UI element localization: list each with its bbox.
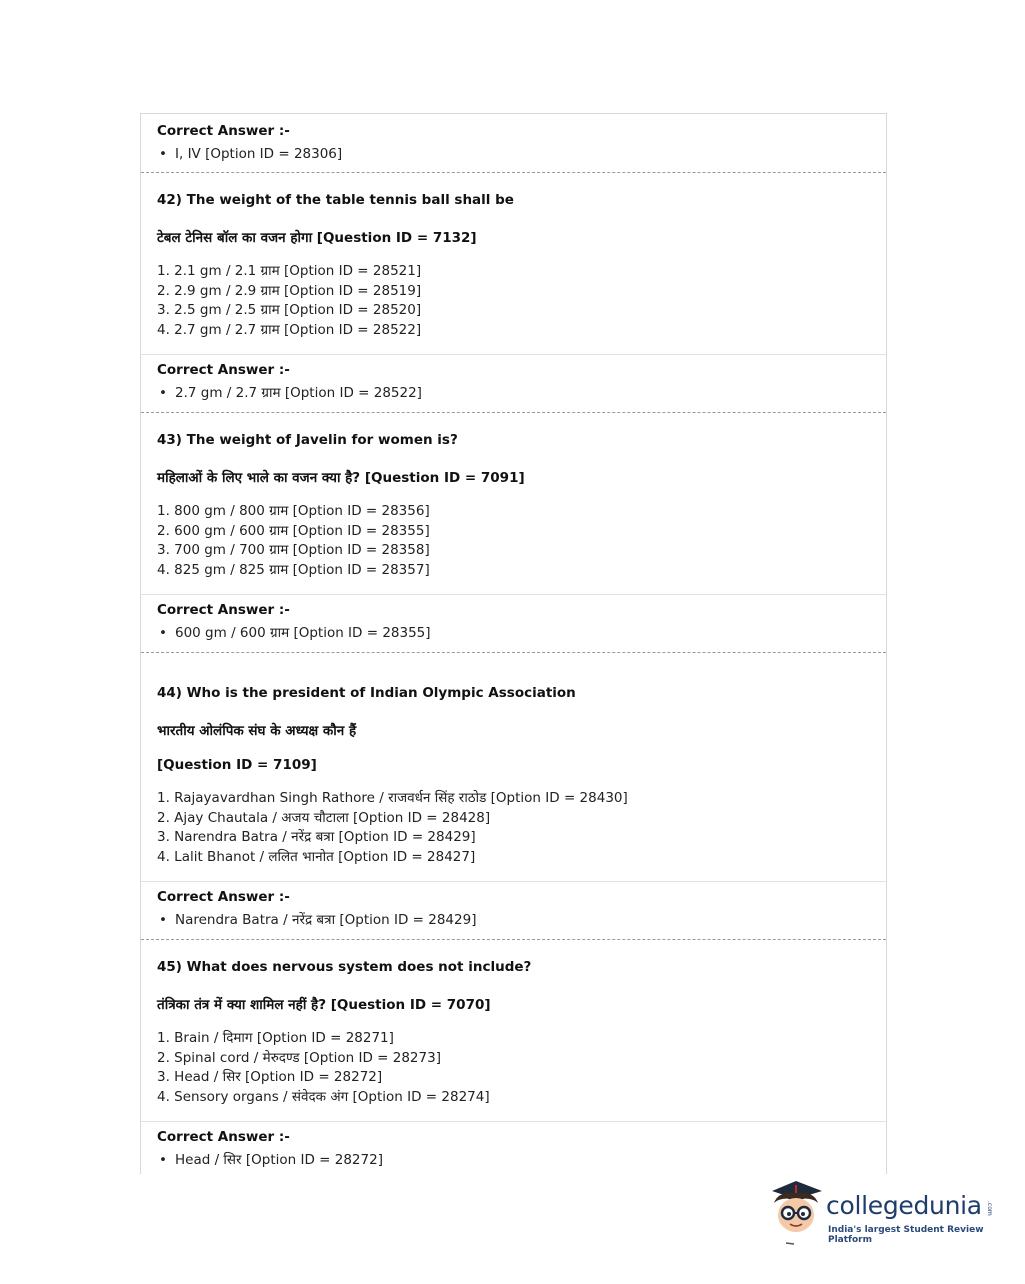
answer-heading: Correct Answer :-: [157, 1129, 290, 1145]
bullet: •: [159, 625, 167, 641]
option-item: 3. 700 gm / 700 ग्राम [Option ID = 28358]: [157, 542, 430, 558]
options-list: [157, 789, 886, 867]
option-item: 2. Ajay Chautala / अजय चौटाला [Option ID = 28428]: [157, 809, 491, 826]
answer-text: 600 gm / 600 ग्राम [Option ID = 28355]: [175, 625, 431, 641]
answer-heading: Correct Answer :-: [157, 362, 290, 378]
collegedunia-logo[interactable]: [768, 1177, 998, 1247]
question-separator: [141, 412, 886, 413]
answer-item: [157, 384, 886, 402]
option-item: 3. 2.5 gm / 2.5 ग्राम [Option ID = 28520]: [157, 302, 422, 318]
bullet: •: [159, 912, 167, 928]
answer-block-42: [141, 361, 886, 402]
question-hindi: टेबल टेनिस बॉल का वजन होगा [Question ID = 7132]: [157, 230, 477, 246]
answer-block-43: [141, 601, 886, 642]
question-hindi: भारतीय ओलंपिक संघ के अध्यक्ष कौन हैं: [157, 723, 357, 739]
mascot-icon: [768, 1177, 826, 1247]
answer-divider: [141, 1121, 886, 1122]
answer-heading: Correct Answer :-: [157, 889, 290, 905]
option-item: 2. 600 gm / 600 ग्राम [Option ID = 28355]: [157, 522, 430, 539]
document-frame: [140, 113, 887, 1174]
answer-item: [157, 1151, 886, 1169]
option-item: 1. Brain / दिमाग [Option ID = 28271]: [157, 1030, 394, 1046]
question-id: [Question ID = 7109]: [157, 757, 317, 773]
answer-divider: [141, 594, 886, 595]
answer-item: [157, 145, 886, 163]
answer-text: 2.7 gm / 2.7 ग्राम [Option ID = 28522]: [175, 385, 422, 401]
option-item: 4. Sensory organs / संवेदक अंग [Option ID = 28274]: [157, 1088, 490, 1105]
answer-block-41: [141, 122, 886, 163]
answer-text: Head / सिर [Option ID = 28272]: [175, 1152, 383, 1168]
brand-name: collegedunia: [826, 1191, 982, 1220]
question-separator: [141, 172, 886, 173]
bullet: •: [159, 385, 167, 401]
question-block-42: [141, 191, 886, 340]
bullet: •: [159, 146, 167, 162]
question-hindi: तंत्रिका तंत्र में क्या शामिल नहीं है? [Question ID = 7070]: [157, 997, 491, 1013]
question-separator: [141, 939, 886, 940]
question-title: 43) The weight of Javelin for women is?: [157, 432, 458, 448]
answer-block-44: [141, 888, 886, 929]
option-item: 3. Narendra Batra / नरेंद्र बत्रा [Option ID = 28429]: [157, 829, 476, 845]
question-title: 42) The weight of the table tennis ball shall be: [157, 192, 514, 208]
option-item: 1. 800 gm / 800 ग्राम [Option ID = 28356]: [157, 503, 430, 519]
answer-heading: Correct Answer :-: [157, 602, 290, 618]
answer-divider: [141, 881, 886, 882]
answer-item: [157, 624, 886, 642]
option-item: 3. Head / सिर [Option ID = 28272]: [157, 1069, 383, 1085]
option-item: 1. Rajayavardhan Singh Rathore / राजवर्धन सिंह राठोड [Option ID = 28430]: [157, 790, 628, 806]
brand-domain: .com: [986, 1201, 993, 1216]
options-list: [157, 1029, 886, 1107]
option-item: 4. 2.7 gm / 2.7 ग्राम [Option ID = 28522]: [157, 321, 422, 338]
brand-tagline: India's largest Student Review Platform: [828, 1225, 984, 1245]
question-block-45: [141, 958, 886, 1107]
question-block-43: [141, 431, 886, 580]
answer-divider: [141, 354, 886, 355]
option-item: 2. Spinal cord / मेरुदण्ड [Option ID = 28273]: [157, 1049, 441, 1066]
option-item: 4. Lalit Bhanot / ललित भानोत [Option ID = 28427]: [157, 848, 476, 865]
question-block-44: [141, 684, 886, 867]
bullet: •: [159, 1152, 167, 1168]
option-item: 2. 2.9 gm / 2.9 ग्राम [Option ID = 28519]: [157, 282, 422, 299]
question-title: 45) What does nervous system does not include?: [157, 959, 532, 975]
option-item: 1. 2.1 gm / 2.1 ग्राम [Option ID = 28521]: [157, 263, 422, 279]
question-hindi: महिलाओं के लिए भाले का वजन क्या है? [Question ID = 7091]: [157, 470, 525, 486]
option-item: 4. 825 gm / 825 ग्राम [Option ID = 28357]: [157, 561, 430, 578]
options-list: [157, 502, 886, 580]
answer-text: I, IV [Option ID = 28306]: [175, 146, 343, 162]
answer-text: Narendra Batra / नरेंद्र बत्रा [Option ID = 28429]: [175, 912, 477, 928]
options-list: [157, 262, 886, 340]
answer-block-45: [141, 1128, 886, 1169]
answer-heading: Correct Answer :-: [157, 123, 290, 139]
answer-item: [157, 911, 886, 929]
question-title: 44) Who is the president of Indian Olympic Association: [157, 685, 576, 701]
question-separator: [141, 652, 886, 653]
